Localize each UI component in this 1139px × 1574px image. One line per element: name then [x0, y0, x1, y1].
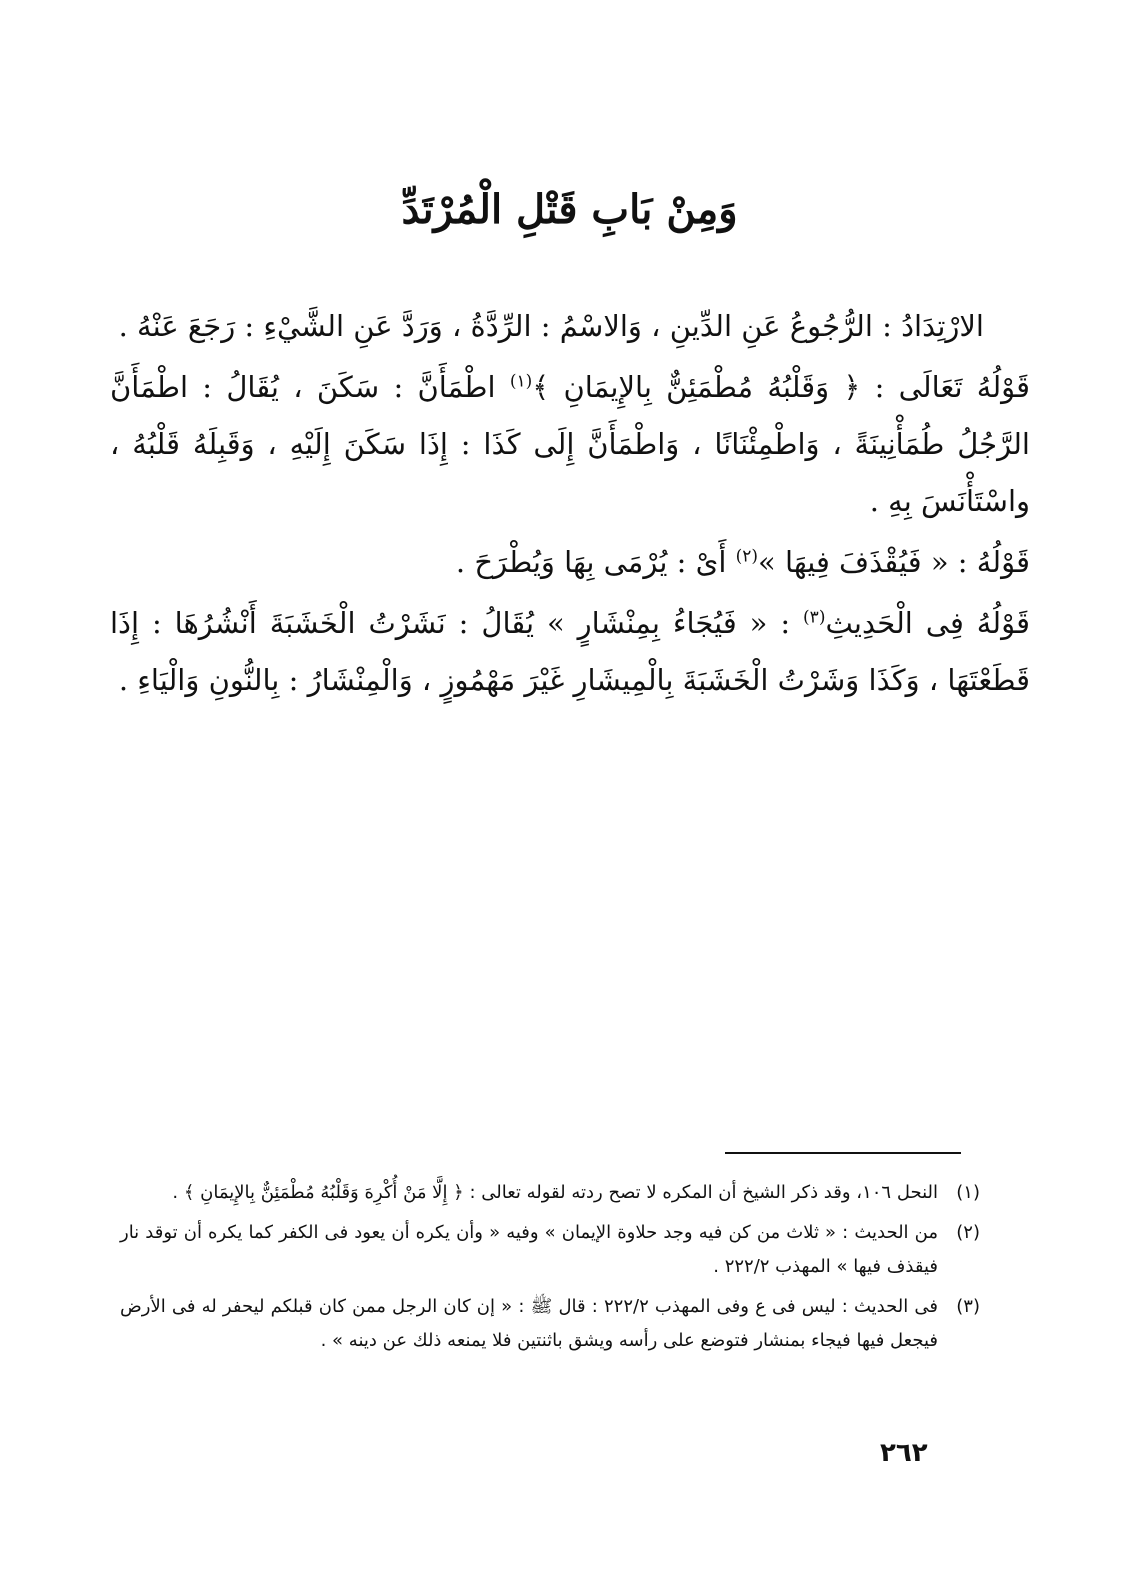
paragraph-4 — [110, 595, 1030, 709]
paragraph-2-end: اطْمَأَنَّ : سَكَنَ ، يُقَالُ : اطْمَأَنَّ الرَّجُلُ طُمَأْنِينَةً ، وَاطْمِئْنَانًا ، وَاطْمَأَنَّ إِلَى كَذَا : إِذَا سَكَنَ إِلَيْهِ ، وَقَبِلَهُ قَلْبُهُ ، واسْتَأْنَسَ بِهِ . — [110, 370, 1030, 518]
footnote-text: من الحديث : « ثلاث من كن فيه وجد حلاوة الإيمان » وفيه « وأن يكره أن يعود فى الكفر كما يكره أن توقد نار فيقذف فيها » المهذب ٢٢٢/٢ . — [120, 1222, 938, 1277]
body-text — [110, 298, 1030, 713]
paragraph-2-start: قَوْلُهُ تَعَالَى : ﴿ وَقَلْبُهُ مُطْمَئِنٌّ بِالإِيمَانِ ﴾ — [532, 370, 1031, 404]
footnote-1 — [120, 1176, 980, 1210]
paragraph-4-start: قَوْلُهُ فِى الْحَدِيثِ — [825, 606, 1030, 640]
footnote-number: (١) — [956, 1182, 980, 1203]
paragraph-1 — [110, 298, 1030, 355]
footnotes — [120, 1176, 980, 1364]
paragraph-3 — [110, 534, 1030, 591]
page-number: ٢٦٢ — [880, 1438, 928, 1468]
footnote-2 — [120, 1216, 980, 1284]
footnote-ref-3: (٣) — [803, 607, 826, 628]
paragraph-3-end: أَىْ : يُرْمَى بِهَا وَيُطْرَحَ . — [455, 545, 736, 579]
footnote-divider — [725, 1152, 961, 1154]
footnote-text: النحل ١٠٦، وقد ذكر الشيخ أن المكره لا تصح ردته لقوله تعالى : ﴿ إِلَّا مَنْ أُكْرِهَ وَقَلْبُهُ مُطْمَئِنٌّ بِالإِيمَانِ ﴾ . — [172, 1182, 938, 1203]
paragraph-3-start: قَوْلُهُ : « فَيُقْذَفَ فِيهَا » — [758, 545, 1030, 579]
chapter-title: وَمِنْ بَابِ قَتْلِ الْمُرْتَدِّ — [401, 186, 738, 233]
paragraph-1-text: الارْتِدَادُ : الرُّجُوعُ عَنِ الدِّينِ ، وَالاسْمُ : الرِّدَّةُ ، وَرَدَّ عَنِ الشَّيْءِ : رَجَعَ عَنْهُ . — [118, 309, 984, 343]
footnote-text: فى الحديث : ليس فى ع وفى المهذب ٢٢٢/٢ : قال ﷺ : « إن كان الرجل ممن كان قبلكم ليحفر له فى الأرض فيجعل فيها فيجاء بمنشار فتوضع على رأسه ويشق باثنتين فلا يمنعه ذلك عن دينه » . — [120, 1296, 938, 1351]
footnote-number: (٣) — [956, 1296, 980, 1317]
footnote-ref-2: (٢) — [735, 546, 759, 567]
footnote-number: (٢) — [956, 1222, 980, 1243]
paragraph-2 — [110, 359, 1030, 530]
paragraph-4-end: : « فَيُجَاءُ بِمِنْشَارٍ » يُقَالُ : نَشَرْتُ الْخَشَبَةَ أَنْشُرُهَا : إِذَا قَطَعْتَهَا ، وَكَذَا وَشَرْتُ الْخَشَبَةَ بِالْمِيشَارِ غَيْرَ مَهْمُوزٍ ، وَالْمِنْشَارُ : بِالنُّونِ وَالْيَاءِ . — [110, 606, 1030, 697]
footnote-ref-1: (١) — [509, 371, 533, 392]
footnote-3 — [120, 1290, 980, 1358]
